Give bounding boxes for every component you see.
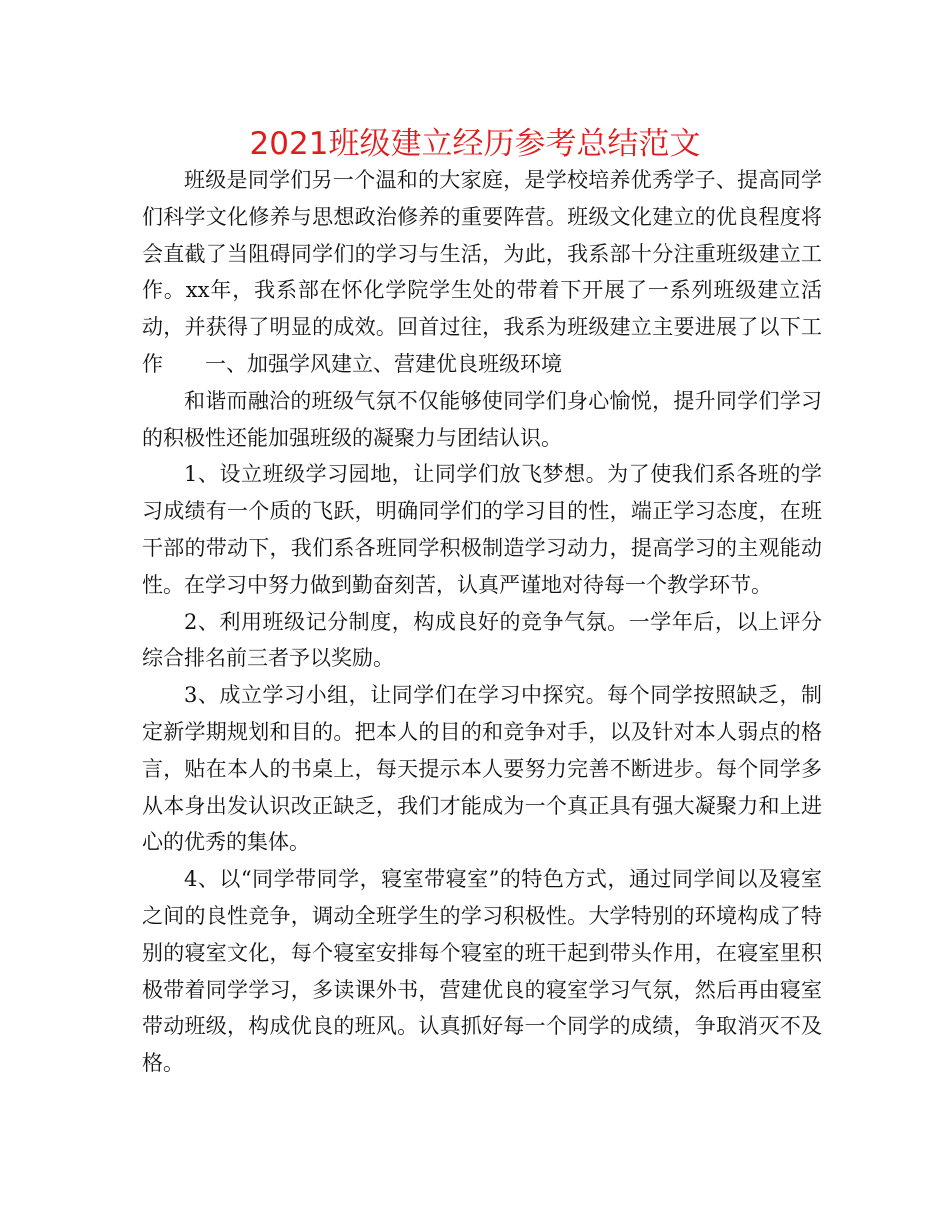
paragraph: 4、以“同学带同学，寝室带寝室”的特色方式，通过同学间以及寝室之间的良性竞争，调动全班学生的学习积极性。大学特别的环境构成了特别的寝室文化，每个寝室安排每个寝室的班干起到带头作用，在寝室里积极带着同学学习，多读课外书，营建优良的寝室学习气氛，然后再由寝室带动班级，构成优良的班风。认真抓好每一个同学的成绩，争取消灭不及格。 (142, 867, 822, 1076)
document-body (142, 162, 822, 1082)
document-title: 2021班级建立经历参考总结范文 (249, 126, 701, 162)
paragraph: 2、利用班级记分制度，构成良好的竞争气氛。一学年后，以上评分综合排名前三者予以奖励。 (142, 609, 822, 671)
paragraph: 1、设立班级学习园地，让同学们放飞梦想。为了使我们系各班的学习成绩有一个质的飞跃，明确同学们的学习目的性，端正学习态度，在班干部的带动下，我们系各班同学积极制造学习动力，提高学习的主观能动性。在学习中努力做到勤奋刻苦，认真严谨地对待每一个教学环节。 (142, 462, 822, 597)
paragraph: 和谐而融洽的班级气氛不仅能够使同学们身心愉悦，提升同学们学习的积极性还能加强班级的凝聚力与团结认识。 (142, 388, 822, 450)
paragraph: 3、成立学习小组，让同学们在学习中探究。每个同学按照缺乏，制定新学期规划和目的。把本人的目的和竞争对手，以及针对本人弱点的格言，贴在本人的书桌上，每天提示本人要努力完善不断进步。每个同学多从本身出发认识改正缺乏，我们才能成为一个真正具有强大凝聚力和上进心的优秀的集体。 (142, 683, 822, 855)
paragraph: 班级是同学们另一个温和的大家庭，是学校培养优秀学子、提高同学们科学文化修养与思想政治修养的重要阵营。班级文化建立的优良程度将会直截了当阻碍同学们的学习与生活，为此，我系部十分注重班级建立工作。xx年，我系部在怀化学院学生处的带着下开展了一系列班级建立活动，并获得了明显的成效。回首过往，我系为班级建立主要进展了以下工作 一、加强学风建立、营建优良班级环境 (142, 168, 822, 376)
